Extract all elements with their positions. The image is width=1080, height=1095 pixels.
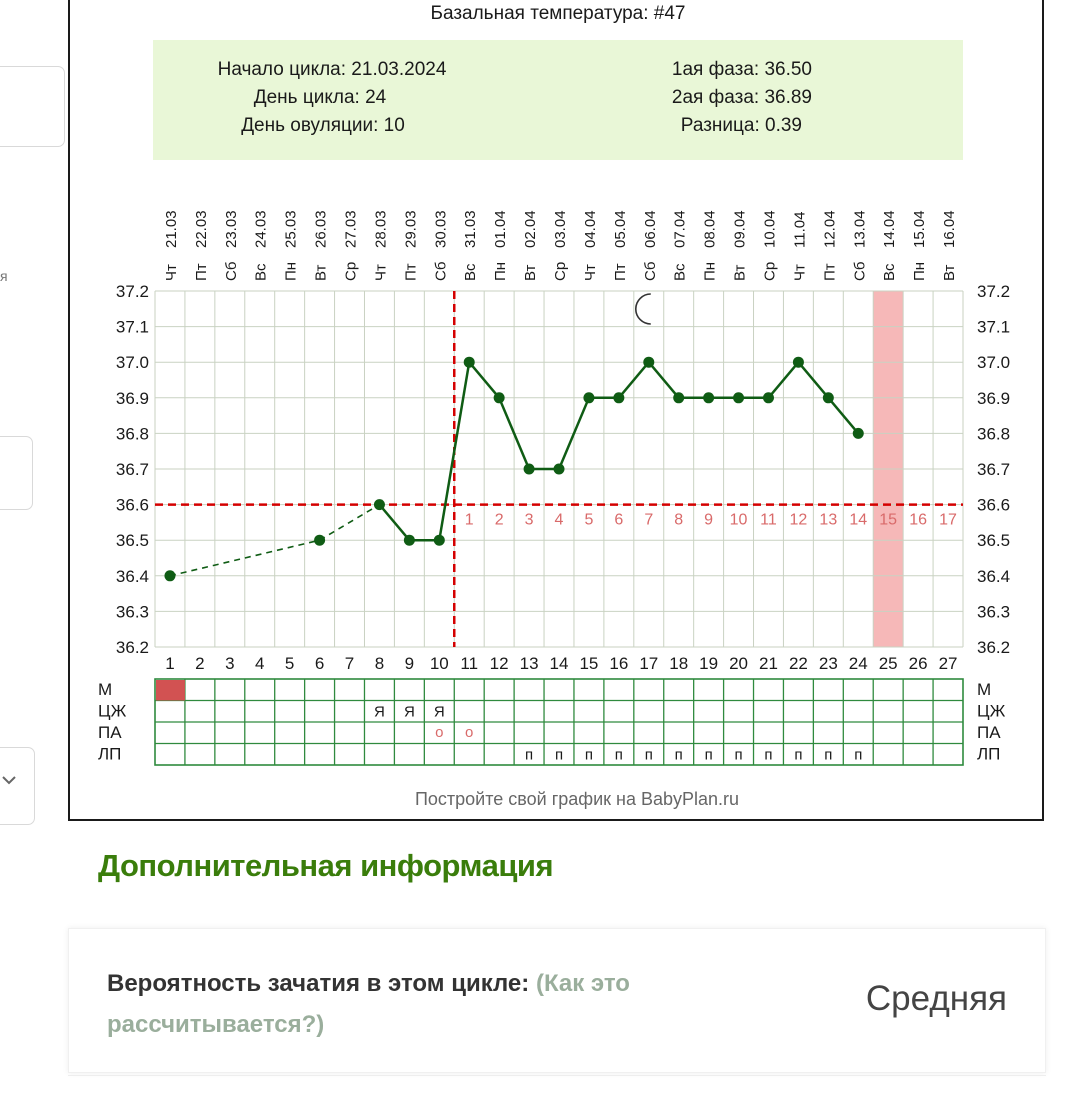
info-phase2: 2ая фаза: 36.89 xyxy=(671,87,812,108)
temperature-point xyxy=(464,357,475,368)
temperature-point xyxy=(793,357,804,368)
lp-mark: п xyxy=(764,746,773,764)
lp-mark: п xyxy=(734,746,743,764)
phase2-day-label: 5 xyxy=(584,511,594,529)
weekday-label: Пт xyxy=(821,263,839,281)
date-label: 06.04 xyxy=(641,210,659,248)
y-tick-label-left: 36.4 xyxy=(115,566,149,586)
date-label: 31.03 xyxy=(462,210,480,248)
y-tick-label-right: 36.9 xyxy=(977,388,1011,408)
x-tick-label: 13 xyxy=(519,654,539,673)
weekday-label: Вс xyxy=(671,263,689,281)
cervical-mark: Я xyxy=(403,703,415,721)
y-tick-label-right: 36.3 xyxy=(977,602,1011,622)
phase2-day-label: 17 xyxy=(939,511,957,529)
x-tick-label: 4 xyxy=(255,654,265,673)
y-tick-label-left: 36.2 xyxy=(115,638,149,657)
y-tick-label-left: 36.3 xyxy=(115,602,149,622)
date-label: 23.03 xyxy=(222,210,240,248)
x-tick-label: 1 xyxy=(165,654,175,673)
date-label: 29.03 xyxy=(402,210,420,248)
y-tick-label-left: 36.8 xyxy=(115,424,149,444)
temperature-point xyxy=(524,464,535,475)
date-label: 13.04 xyxy=(851,210,869,248)
temperature-point xyxy=(643,357,654,368)
temperature-point xyxy=(434,535,445,546)
weekday-label: Чт xyxy=(581,264,599,281)
divider xyxy=(68,1075,1046,1076)
temperature-point xyxy=(703,392,714,403)
weekday-label: Вт xyxy=(941,264,959,281)
date-label: 28.03 xyxy=(372,210,390,248)
conception-label: Вероятность зачатия в этом цикле: xyxy=(107,970,530,997)
weekday-label: Пн xyxy=(701,261,719,281)
date-label: 22.03 xyxy=(192,210,210,248)
date-label: 25.03 xyxy=(282,210,300,248)
lp-mark: п xyxy=(614,746,623,764)
lp-mark: п xyxy=(584,746,593,764)
temperature-point xyxy=(673,392,684,403)
x-tick-label: 20 xyxy=(729,654,749,673)
phase2-day-label: 3 xyxy=(524,511,534,529)
temperature-segment-dashed xyxy=(320,505,380,541)
x-tick-label: 18 xyxy=(669,654,689,673)
date-label: 15.04 xyxy=(911,210,929,248)
weekday-label: Сб xyxy=(851,261,869,281)
temperature-point xyxy=(733,392,744,403)
temperature-point xyxy=(554,464,565,475)
date-label: 11.04 xyxy=(791,211,809,248)
conception-label-block xyxy=(107,963,747,1045)
y-tick-label-right: 37.2 xyxy=(977,282,1011,301)
x-tick-label: 10 xyxy=(429,654,449,673)
temperature-point xyxy=(374,499,385,510)
weekday-label: Чт xyxy=(791,264,809,281)
x-tick-label: 23 xyxy=(818,654,838,673)
weekday-label: Чт xyxy=(162,264,180,281)
row-label-menses-left: М xyxy=(98,680,113,699)
y-tick-label-left: 36.7 xyxy=(115,460,149,479)
y-tick-label-right: 36.2 xyxy=(977,638,1011,657)
section-heading: Дополнительная информация xyxy=(98,848,554,883)
row-label-lp-right: ЛП xyxy=(977,744,1001,764)
x-tick-label: 16 xyxy=(609,654,629,673)
weekday-label: Вс xyxy=(881,263,899,281)
y-tick-label-left: 37.0 xyxy=(115,353,149,373)
x-tick-label: 15 xyxy=(579,654,599,673)
phase2-day-label: 2 xyxy=(494,511,504,529)
date-label: 02.04 xyxy=(522,210,540,248)
phase2-day-label: 10 xyxy=(729,511,748,529)
phase2-day-label: 15 xyxy=(879,511,898,529)
x-tick-label: 5 xyxy=(284,654,295,673)
date-label: 01.04 xyxy=(492,210,510,248)
y-tick-label-left: 36.6 xyxy=(115,495,149,515)
x-tick-label: 26 xyxy=(908,654,928,673)
lp-mark: п xyxy=(644,746,653,764)
x-tick-label: 27 xyxy=(938,654,958,673)
temperature-point xyxy=(314,535,325,546)
temperature-point xyxy=(613,392,624,403)
weekday-label: Пн xyxy=(492,261,510,281)
y-tick-label-left: 37.2 xyxy=(115,282,149,301)
phase2-day-label: 6 xyxy=(614,511,624,529)
temperature-point xyxy=(853,428,864,439)
date-label: 03.04 xyxy=(552,210,569,248)
phase2-day-label: 11 xyxy=(760,511,777,529)
weekday-label: Вт xyxy=(522,264,540,281)
chevron-down-icon[interactable] xyxy=(2,773,16,787)
weekday-label: Ср xyxy=(552,261,569,281)
temperature-point xyxy=(763,392,774,403)
phase2-day-label: 13 xyxy=(819,511,838,529)
x-tick-label: 9 xyxy=(404,654,415,673)
date-label: 24.03 xyxy=(252,210,270,248)
date-label: 27.03 xyxy=(342,210,360,248)
date-label: 09.04 xyxy=(731,210,749,248)
x-tick-label: 2 xyxy=(195,654,205,673)
phase2-day-label: 8 xyxy=(674,511,684,529)
y-tick-label-right: 36.6 xyxy=(977,495,1011,515)
left-input-box-2[interactable] xyxy=(0,436,33,510)
moon-icon xyxy=(636,294,651,324)
x-tick-label: 24 xyxy=(848,654,868,673)
phase2-day-label: 9 xyxy=(704,511,714,529)
x-tick-label: 22 xyxy=(788,654,808,673)
date-label: 14.04 xyxy=(881,210,899,248)
date-label: 21.03 xyxy=(162,210,180,248)
x-tick-label: 14 xyxy=(549,654,569,673)
weekday-label: Пн xyxy=(911,261,929,281)
pa-mark: о xyxy=(465,724,474,741)
row-label-cervical-right: ЦЖ xyxy=(977,701,1006,721)
weekday-label: Вт xyxy=(312,264,330,281)
info-difference: Разница: 0.39 xyxy=(680,115,802,136)
y-tick-label-right: 37.0 xyxy=(977,353,1011,373)
weekday-label: Вс xyxy=(462,263,480,281)
lp-mark: п xyxy=(674,746,683,764)
weekday-label: Вт xyxy=(731,264,749,281)
phase2-day-label: 16 xyxy=(909,511,928,529)
cervical-mark: Я xyxy=(433,703,445,721)
x-tick-label: 8 xyxy=(374,654,385,673)
y-tick-label-right: 36.4 xyxy=(977,566,1011,586)
weekday-label: Чт xyxy=(372,264,390,281)
left-text-fragment: я xyxy=(0,268,8,284)
chart-title: Базальная температура: #47 xyxy=(430,3,686,24)
phase2-day-label: 7 xyxy=(644,511,654,529)
weekday-label: Сб xyxy=(222,261,240,281)
row-label-cervical-left: ЦЖ xyxy=(98,701,127,721)
x-tick-label: 17 xyxy=(639,654,659,673)
lp-mark: п xyxy=(704,746,713,764)
date-label: 08.04 xyxy=(701,210,719,248)
x-tick-label: 6 xyxy=(314,654,325,673)
lp-mark: п xyxy=(794,746,803,764)
weekday-label: Сб xyxy=(641,261,659,281)
date-label: 16.04 xyxy=(941,210,959,248)
info-ovulation-day: День овуляции: 10 xyxy=(241,115,405,136)
menses-cell xyxy=(156,680,185,701)
y-tick-label-left: 37.1 xyxy=(115,317,149,337)
y-tick-label-right: 37.1 xyxy=(977,317,1011,337)
date-label: 10.04 xyxy=(761,210,779,248)
phase2-day-label: 4 xyxy=(554,511,564,529)
weekday-label: Сб xyxy=(432,261,450,281)
conception-value: Средняя xyxy=(865,979,1007,1018)
weekday-label: Вс xyxy=(252,263,270,281)
phase2-day-label: 12 xyxy=(789,511,808,529)
date-label: 05.04 xyxy=(611,210,629,248)
temperature-point xyxy=(823,392,834,403)
row-label-pa-right: ПА xyxy=(977,723,1001,742)
weekday-label: Ср xyxy=(761,261,779,281)
bbt-chart-svg xyxy=(70,0,1046,823)
lp-mark: п xyxy=(854,746,863,764)
x-tick-label: 11 xyxy=(460,654,479,673)
row-label-menses-right: М xyxy=(977,680,992,699)
cervical-mark: Я xyxy=(374,703,385,721)
x-tick-label: 19 xyxy=(699,654,719,673)
y-tick-label-right: 36.5 xyxy=(977,531,1011,551)
x-tick-label: 25 xyxy=(878,654,898,673)
temperature-point xyxy=(164,570,175,581)
info-cycle-start: Начало цикла: 21.03.2024 xyxy=(217,59,447,80)
weekday-label: Пт xyxy=(402,263,420,281)
pa-mark: о xyxy=(435,724,444,741)
info-cycle-day: День цикла: 24 xyxy=(253,87,387,108)
info-phase1: 1ая фаза: 36.50 xyxy=(671,59,812,80)
phase2-day-label: 1 xyxy=(464,511,474,529)
x-tick-label: 12 xyxy=(489,654,509,673)
y-tick-label-left: 36.9 xyxy=(115,388,149,408)
date-label: 04.04 xyxy=(581,210,599,248)
phase2-day-label: 14 xyxy=(849,511,868,529)
weekday-label: Ср xyxy=(342,261,360,281)
date-label: 12.04 xyxy=(821,210,839,248)
weekday-label: Пн xyxy=(282,261,300,281)
date-label: 26.03 xyxy=(312,210,330,248)
lp-mark: п xyxy=(554,746,564,764)
lp-mark: п xyxy=(525,746,534,764)
y-tick-label-left: 36.5 xyxy=(115,531,149,551)
row-label-pa-left: ПА xyxy=(98,723,122,742)
how-calculated-link[interactable]: (Как это рассчитывается?) xyxy=(107,970,630,1038)
x-tick-label: 3 xyxy=(225,654,235,673)
date-label: 07.04 xyxy=(671,210,689,248)
lp-mark: п xyxy=(824,746,833,764)
x-tick-label: 7 xyxy=(344,654,355,673)
weekday-label: Пт xyxy=(611,263,629,281)
temperature-point xyxy=(494,392,505,403)
y-tick-label-right: 36.7 xyxy=(977,460,1011,479)
conception-card xyxy=(68,928,1046,1073)
chart-footer: Постройте свой график на BabyPlan.ru xyxy=(414,789,740,809)
left-input-box-1[interactable] xyxy=(0,66,65,147)
temperature-point xyxy=(583,392,594,403)
weekday-label: Пт xyxy=(192,263,210,281)
row-label-lp-left: ЛП xyxy=(98,744,122,764)
bbt-chart xyxy=(68,0,1044,821)
date-label: 30.03 xyxy=(432,210,450,248)
x-tick-label: 21 xyxy=(759,654,778,673)
temperature-point xyxy=(404,535,415,546)
y-tick-label-right: 36.8 xyxy=(977,424,1011,444)
